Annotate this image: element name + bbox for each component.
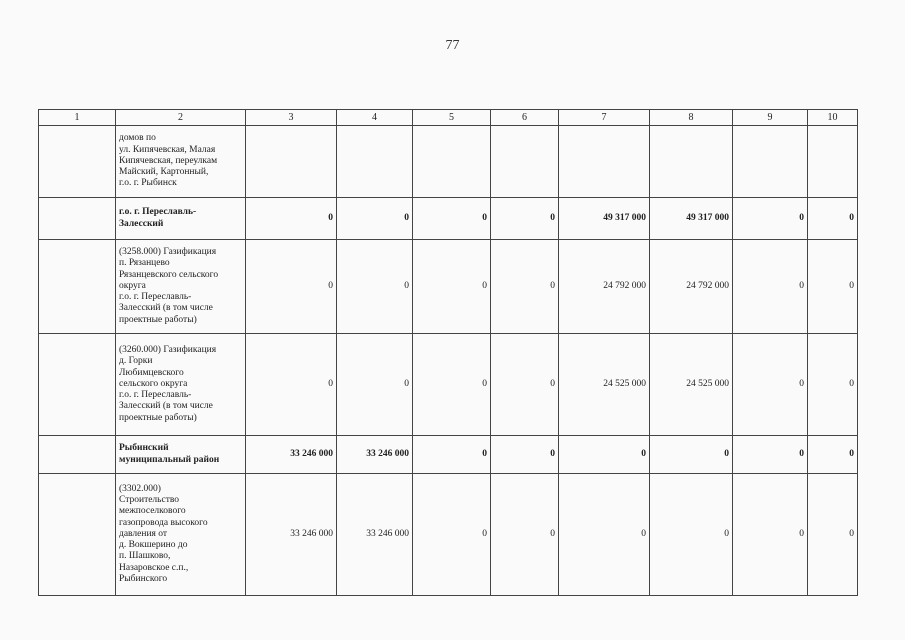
name-line: Залесский (в том числе (119, 401, 213, 412)
cell-value-col-8: 0 (650, 436, 733, 474)
name-line: д. Горки (119, 356, 153, 367)
cell-value-col-5: 0 (413, 436, 491, 474)
cell-value-col-10: 0 (808, 198, 858, 240)
name-line: д. Вокшерино до (119, 540, 188, 551)
cell-col-1 (39, 474, 116, 596)
name-line: Любимцевского (119, 367, 184, 378)
header-col-7: 7 (559, 110, 650, 126)
header-col-10: 10 (808, 110, 858, 126)
table-row (39, 240, 858, 334)
cell-value-col-10: 0 (808, 436, 858, 474)
table-row (39, 334, 858, 436)
name-line: г.о. г. Переславль- (119, 207, 197, 218)
header-col-5: 5 (413, 110, 491, 126)
cell-value-col-8: 24 792 000 (650, 240, 733, 334)
cell-name (116, 334, 246, 436)
cell-value-col-3: 33 246 000 (246, 474, 337, 596)
name-line: сельского округа (119, 378, 188, 389)
name-line: проектные работы) (119, 314, 197, 325)
cell-value-col-4: 0 (337, 334, 413, 436)
cell-value-col-8: 49 317 000 (650, 198, 733, 240)
table-row (39, 474, 858, 596)
cell-name (116, 240, 246, 334)
header-col-2: 2 (116, 110, 246, 126)
cell-value-col-4 (337, 126, 413, 198)
cell-value-col-6: 0 (491, 240, 559, 334)
cell-col-1 (39, 126, 116, 198)
name-line: Рыбинского (119, 573, 168, 584)
cell-value-col-10: 0 (808, 334, 858, 436)
cell-value-col-5: 0 (413, 474, 491, 596)
name-line: домов по (119, 133, 156, 144)
cell-name (116, 126, 246, 198)
header-col-4: 4 (337, 110, 413, 126)
cell-value-col-7: 24 792 000 (559, 240, 650, 334)
name-line: (3302.000) (119, 484, 161, 495)
name-line: давления от (119, 528, 168, 539)
table-row (39, 126, 858, 198)
cell-value-col-10 (808, 126, 858, 198)
header-row (39, 110, 858, 126)
cell-value-col-10: 0 (808, 474, 858, 596)
name-line: округа (119, 280, 146, 291)
header-col-1: 1 (39, 110, 116, 126)
table-row (39, 436, 858, 474)
name-line: г.о. г. Переславль- (119, 292, 192, 303)
cell-name (116, 198, 246, 240)
cell-value-col-3: 0 (246, 334, 337, 436)
header-col-8: 8 (650, 110, 733, 126)
name-line: ул. Кипячевская, Малая (119, 144, 216, 155)
name-line: Рязанцевского сельского (119, 269, 219, 280)
name-line: п. Рязанцево (119, 258, 170, 269)
cell-value-col-9 (733, 126, 808, 198)
name-line: Назаровское с.п., (119, 562, 189, 573)
name-line: (3258.000) Газификация (119, 247, 217, 258)
cell-value-col-6: 0 (491, 474, 559, 596)
name-line: Залесский (119, 218, 164, 229)
cell-value-col-7: 49 317 000 (559, 198, 650, 240)
cell-value-col-3: 0 (246, 198, 337, 240)
name-line: г.о. г. Рыбинск (119, 178, 177, 189)
name-line: Кипячевская, переулкам (119, 155, 218, 166)
budget-table (38, 109, 858, 596)
cell-col-1 (39, 240, 116, 334)
name-line: Залесский (в том числе (119, 303, 213, 314)
cell-value-col-3: 0 (246, 240, 337, 334)
name-line: муниципальный район (119, 454, 220, 465)
cell-value-col-6 (491, 126, 559, 198)
cell-value-col-6: 0 (491, 198, 559, 240)
cell-col-1 (39, 334, 116, 436)
name-line: п. Шашково, (119, 551, 171, 562)
cell-col-1 (39, 198, 116, 240)
cell-value-col-5: 0 (413, 198, 491, 240)
name-line: Рыбинский (119, 443, 169, 454)
cell-value-col-5 (413, 126, 491, 198)
header-col-3: 3 (246, 110, 337, 126)
cell-value-col-4: 33 246 000 (337, 474, 413, 596)
cell-value-col-3 (246, 126, 337, 198)
cell-value-col-8: 0 (650, 474, 733, 596)
cell-value-col-4: 33 246 000 (337, 436, 413, 474)
cell-value-col-6: 0 (491, 436, 559, 474)
name-line: межпоселкового (119, 506, 186, 517)
page-number: 77 (445, 38, 460, 53)
name-line: Майский, Картонный, (119, 167, 209, 178)
table-row (39, 198, 858, 240)
header-col-6: 6 (491, 110, 559, 126)
cell-value-col-8: 24 525 000 (650, 334, 733, 436)
cell-value-col-5: 0 (413, 334, 491, 436)
cell-value-col-10: 0 (808, 240, 858, 334)
cell-col-1 (39, 436, 116, 474)
cell-value-col-9: 0 (733, 436, 808, 474)
cell-value-col-4: 0 (337, 240, 413, 334)
name-line: г.о. г. Переславль- (119, 390, 192, 401)
cell-name (116, 436, 246, 474)
header-col-9: 9 (733, 110, 808, 126)
cell-name (116, 474, 246, 596)
table-body (39, 126, 858, 596)
cell-value-col-9: 0 (733, 198, 808, 240)
cell-value-col-7: 24 525 000 (559, 334, 650, 436)
cell-value-col-6: 0 (491, 334, 559, 436)
cell-value-col-9: 0 (733, 334, 808, 436)
cell-value-col-4: 0 (337, 198, 413, 240)
name-line: проектные работы) (119, 412, 197, 423)
cell-value-col-8 (650, 126, 733, 198)
name-line: Строительство (119, 495, 180, 506)
cell-value-col-9: 0 (733, 474, 808, 596)
cell-value-col-3: 33 246 000 (246, 436, 337, 474)
cell-value-col-9: 0 (733, 240, 808, 334)
cell-value-col-7 (559, 126, 650, 198)
name-line: газопровода высокого (119, 517, 208, 528)
cell-value-col-7: 0 (559, 474, 650, 596)
cell-value-col-7: 0 (559, 436, 650, 474)
name-line: (3260.000) Газификация (119, 345, 217, 356)
cell-value-col-5: 0 (413, 240, 491, 334)
